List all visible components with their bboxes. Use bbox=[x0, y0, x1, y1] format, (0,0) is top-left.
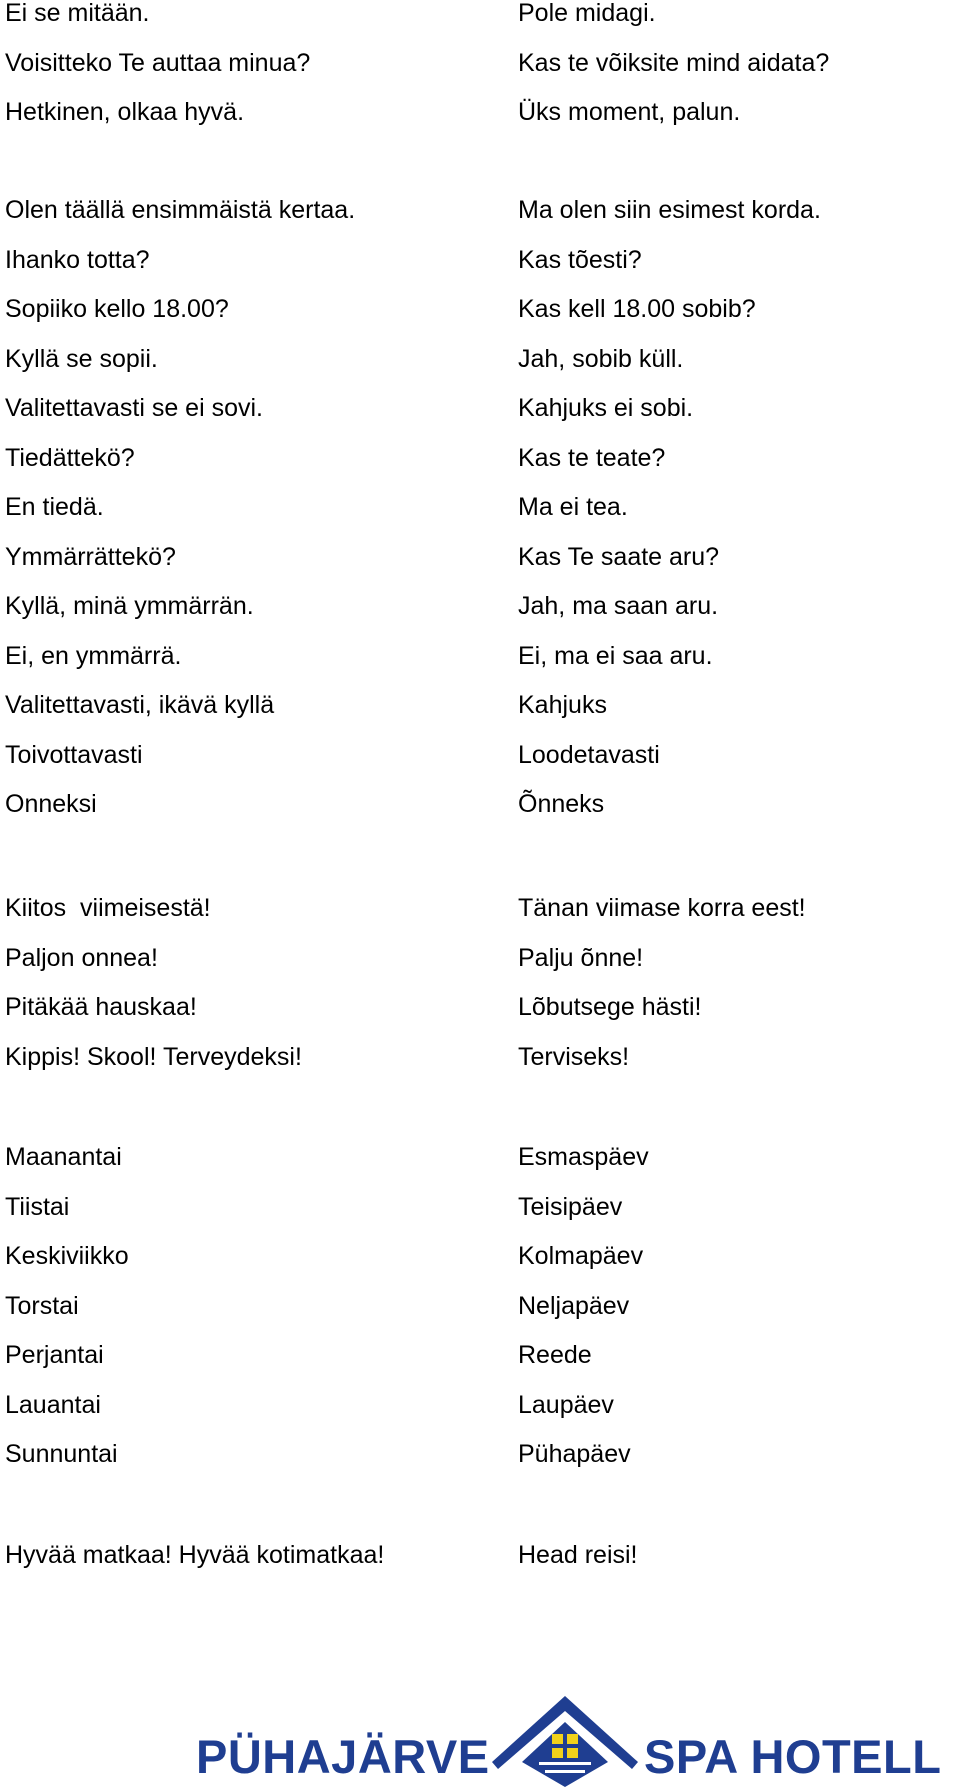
phrase-row bbox=[0, 1142, 960, 1192]
estonian-phrase: Kahjuks ei sobi. bbox=[518, 394, 694, 422]
estonian-phrase: Tänan viimase korra eest! bbox=[518, 894, 806, 922]
logo-text-left: PÜHAJÄRVE bbox=[196, 1730, 490, 1783]
finnish-phrase: Paljon onnea! bbox=[5, 943, 158, 972]
finnish-phrase: En tiedä. bbox=[5, 493, 104, 521]
phrase-row bbox=[0, 1241, 960, 1291]
estonian-weekday: Laupäev bbox=[518, 1390, 614, 1419]
phrase-row bbox=[0, 740, 960, 790]
phrase-row bbox=[0, 492, 960, 542]
estonian-phrase: Ma olen siin esimest korda. bbox=[518, 196, 821, 224]
finnish-phrase: Ymmärrättekö? bbox=[5, 542, 176, 571]
phrase-row bbox=[0, 393, 960, 443]
phrase-row bbox=[0, 0, 960, 48]
estonian-phrase: Kas kell 18.00 sobib? bbox=[518, 295, 756, 323]
finnish-phrase: Kiitos viimeisestä! bbox=[5, 894, 211, 922]
estonian-phrase: Ma ei tea. bbox=[518, 493, 628, 521]
finnish-phrase: Tiedättekö? bbox=[5, 443, 135, 472]
estonian-phrase: Lõbutsege hästi! bbox=[518, 993, 702, 1021]
finnish-phrase: Voisitteko Te auttaa minua? bbox=[5, 48, 311, 77]
phrase-section-1 bbox=[0, 0, 960, 147]
estonian-phrase: Terviseks! bbox=[518, 1042, 630, 1071]
estonian-phrase: Pole midagi. bbox=[518, 0, 656, 27]
estonian-weekday: Esmaspäev bbox=[518, 1143, 649, 1171]
phrase-row bbox=[0, 1042, 960, 1092]
estonian-phrase: Kas te teate? bbox=[518, 443, 666, 472]
finnish-phrase: Kyllä, minä ymmärrän. bbox=[5, 592, 254, 620]
phrase-row bbox=[0, 245, 960, 295]
estonian-weekday: Kolmapäev bbox=[518, 1242, 644, 1270]
phrase-row bbox=[0, 943, 960, 993]
finnish-weekday: Maanantai bbox=[5, 1143, 122, 1171]
estonian-weekday: Teisipäev bbox=[518, 1192, 623, 1221]
phrase-row bbox=[0, 294, 960, 344]
finnish-phrase: Hetkinen, olkaa hyvä. bbox=[5, 98, 245, 126]
finnish-phrase: Valitettavasti, ikävä kyllä bbox=[5, 691, 275, 719]
estonian-phrase: Jah, ma saan aru. bbox=[518, 592, 719, 620]
finnish-weekday: Torstai bbox=[5, 1291, 79, 1320]
phrase-row bbox=[0, 789, 960, 839]
phrase-row bbox=[0, 97, 960, 147]
weekdays-section bbox=[0, 1142, 960, 1489]
estonian-phrase: Kahjuks bbox=[518, 691, 607, 719]
finnish-phrase: Onneksi bbox=[5, 790, 97, 818]
estonian-phrase: Jah, sobib küll. bbox=[518, 344, 684, 373]
estonian-weekday: Pühapäev bbox=[518, 1440, 631, 1468]
finnish-weekday: Keskiviikko bbox=[5, 1242, 129, 1270]
finnish-weekday: Sunnuntai bbox=[5, 1440, 118, 1468]
estonian-phrase: Ei, ma ei saa aru. bbox=[518, 641, 713, 670]
finnish-phrase: Ei se mitään. bbox=[5, 0, 150, 27]
estonian-weekday: Neljapäev bbox=[518, 1291, 630, 1320]
estonian-phrase: Kas Te saate aru? bbox=[518, 542, 720, 571]
finnish-phrase: Hyvää matkaa! Hyvää kotimatkaa! bbox=[5, 1541, 385, 1569]
finnish-phrase: Valitettavasti se ei sovi. bbox=[5, 394, 263, 422]
phrase-row bbox=[0, 1439, 960, 1489]
phrase-row bbox=[0, 542, 960, 592]
logo-text-right: SPA HOTELL bbox=[644, 1730, 942, 1783]
phrase-row bbox=[0, 1540, 960, 1590]
estonian-phrase: Kas tõesti? bbox=[518, 245, 642, 274]
phrase-row bbox=[0, 1340, 960, 1390]
phrase-row bbox=[0, 992, 960, 1042]
phrase-row bbox=[0, 591, 960, 641]
finnish-phrase: Kippis! Skool! Terveydeksi! bbox=[5, 1042, 302, 1071]
estonian-phrase: Õnneks bbox=[518, 790, 605, 818]
finnish-phrase: Ei, en ymmärrä. bbox=[5, 641, 182, 670]
phrase-section-3 bbox=[0, 893, 960, 1091]
finnish-weekday: Perjantai bbox=[5, 1341, 104, 1369]
phrase-row bbox=[0, 893, 960, 943]
phrase-row bbox=[0, 344, 960, 394]
estonian-phrase: Loodetavasti bbox=[518, 740, 660, 769]
estonian-phrase: Kas te võiksite mind aidata? bbox=[518, 48, 830, 77]
finnish-phrase: Olen täällä ensimmäistä kertaa. bbox=[5, 196, 356, 224]
estonian-phrase: Head reisi! bbox=[518, 1541, 638, 1569]
phrase-section-2 bbox=[0, 195, 960, 839]
phrase-row bbox=[0, 443, 960, 493]
phrase-row bbox=[0, 195, 960, 245]
finnish-phrase: Pitäkää hauskaa! bbox=[5, 993, 197, 1021]
phrase-row bbox=[0, 1192, 960, 1242]
phrase-row bbox=[0, 1390, 960, 1440]
phrase-row bbox=[0, 1291, 960, 1341]
finnish-weekday: Lauantai bbox=[5, 1390, 101, 1419]
estonian-weekday: Reede bbox=[518, 1341, 592, 1369]
phrase-row bbox=[0, 641, 960, 691]
finnish-phrase: Toivottavasti bbox=[5, 740, 143, 769]
estonian-phrase: Üks moment, palun. bbox=[518, 98, 741, 126]
estonian-phrase: Palju õnne! bbox=[518, 943, 644, 972]
hotel-logo bbox=[196, 1690, 960, 1787]
finnish-phrase: Sopiiko kello 18.00? bbox=[5, 295, 229, 323]
house-roof-icon bbox=[492, 1696, 638, 1787]
phrase-row bbox=[0, 48, 960, 98]
farewell-section bbox=[0, 1540, 960, 1590]
finnish-phrase: Kyllä se sopii. bbox=[5, 344, 158, 373]
finnish-phrase: Ihanko totta? bbox=[5, 245, 150, 274]
finnish-weekday: Tiistai bbox=[5, 1192, 70, 1221]
phrase-row bbox=[0, 690, 960, 740]
